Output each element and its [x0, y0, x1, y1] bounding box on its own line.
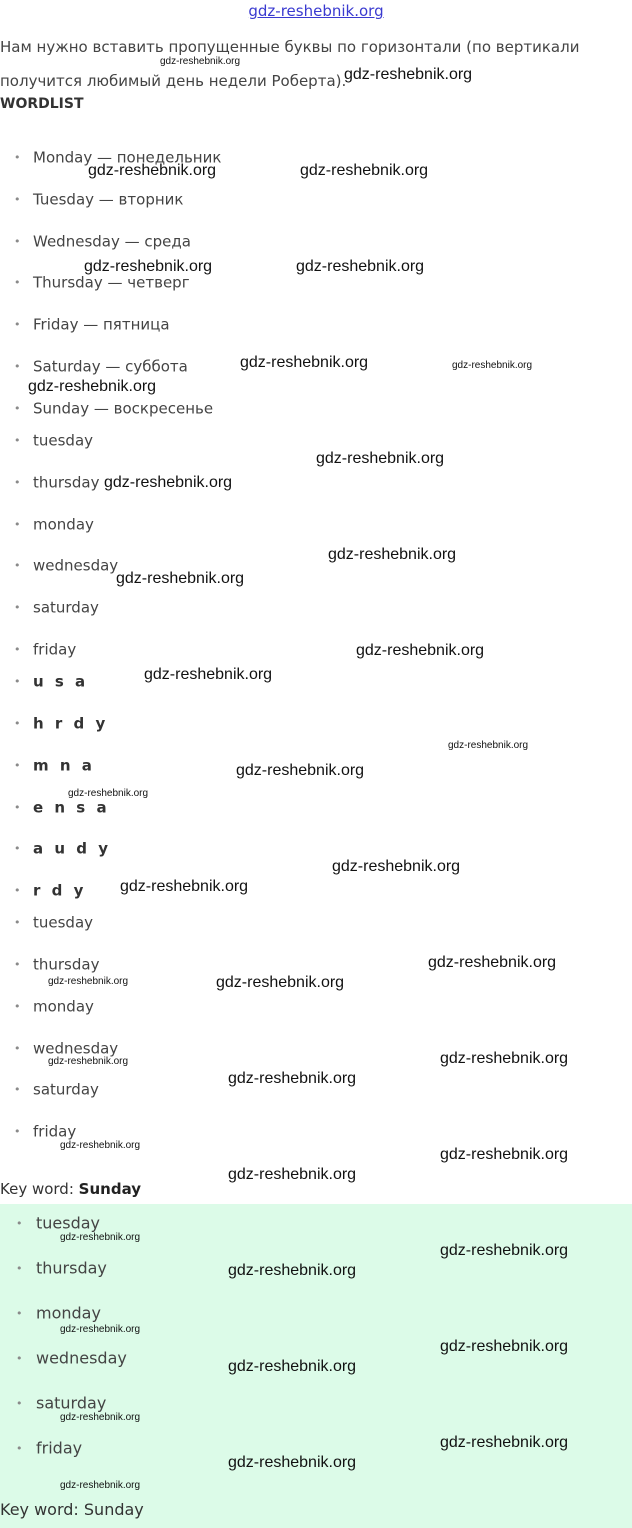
- bullet-icon: •: [14, 401, 21, 415]
- watermark: gdz-reshebnik.org: [236, 762, 365, 779]
- list-item: • Sunday — воскресенье: [14, 396, 213, 420]
- watermark: gdz-reshebnik.org: [160, 56, 241, 67]
- list-item: • friday: [14, 1119, 76, 1143]
- list-item: • saturday: [14, 595, 99, 619]
- watermark: gdz-reshebnik.org: [448, 740, 529, 751]
- bullet-icon: •: [14, 275, 21, 289]
- watermark: gdz-reshebnik.org: [300, 162, 429, 179]
- list-item: • tuesday: [14, 910, 93, 934]
- list-item: • Friday — пятница: [14, 312, 170, 336]
- bullet-icon: •: [14, 475, 21, 489]
- watermark: gdz-reshebnik.org: [240, 354, 369, 371]
- list-item: • Monday — понедельник: [14, 145, 221, 169]
- header-site-link[interactable]: gdz-reshebnik.org: [248, 2, 384, 20]
- bullet-icon: •: [16, 1396, 23, 1410]
- list-item: • Saturday — суббота: [14, 354, 188, 378]
- bullet-icon: •: [14, 1124, 21, 1138]
- watermark: gdz-reshebnik.org: [296, 258, 425, 275]
- watermark: gdz-reshebnik.org: [48, 1056, 129, 1067]
- bullet-icon: •: [14, 317, 21, 331]
- wordlist-heading: WORDLIST: [0, 96, 84, 112]
- bullet-icon: •: [14, 600, 21, 614]
- bullet-icon: •: [14, 841, 21, 855]
- list-item: • thursday: [14, 470, 99, 494]
- bullet-icon: •: [14, 957, 21, 971]
- watermark: gdz-reshebnik.org: [60, 1140, 141, 1151]
- watermark: gdz-reshebnik.org: [88, 162, 217, 179]
- list-item: • tuesday: [16, 1210, 100, 1236]
- bullet-icon: •: [14, 999, 21, 1013]
- watermark: gdz-reshebnik.org: [328, 546, 457, 563]
- watermark: gdz-reshebnik.org: [452, 360, 533, 371]
- watermark: gdz-reshebnik.org: [216, 974, 345, 991]
- watermark: gdz-reshebnik.org: [428, 954, 557, 971]
- bullet-icon: •: [14, 883, 21, 897]
- intro-text: Нам нужно вставить пропущенные буквы по горизонтали (по вертикали получится любимый день недели Роберта).: [0, 38, 580, 90]
- bullet-icon: •: [14, 716, 21, 730]
- watermark: gdz-reshebnik.org: [104, 474, 233, 491]
- watermark: gdz-reshebnik.org: [440, 1434, 569, 1451]
- bullet-icon: •: [16, 1306, 23, 1320]
- list-item: • saturday: [14, 1077, 99, 1101]
- answer-key-word: Key word: Sunday: [0, 1500, 144, 1519]
- bullet-icon: •: [16, 1216, 23, 1230]
- watermark: gdz-reshebnik.org: [440, 1050, 569, 1067]
- watermark: gdz-reshebnik.org: [60, 1412, 141, 1423]
- list-item: • wednesday: [14, 553, 118, 577]
- list-item: • thursday: [16, 1255, 107, 1281]
- bullet-icon: •: [14, 192, 21, 206]
- watermark: gdz-reshebnik.org: [228, 1358, 357, 1375]
- bullet-icon: •: [14, 674, 21, 688]
- bullet-icon: •: [16, 1261, 23, 1275]
- list-item: • wednesday: [16, 1345, 127, 1371]
- watermark: gdz-reshebnik.org: [228, 1166, 357, 1183]
- bullet-icon: •: [14, 234, 21, 248]
- bullet-icon: •: [16, 1441, 23, 1455]
- list-item: • friday: [14, 637, 76, 661]
- watermark: gdz-reshebnik.org: [440, 1242, 569, 1259]
- list-item: • saturday: [16, 1390, 106, 1416]
- bullet-icon: •: [14, 642, 21, 656]
- bullet-icon: •: [14, 800, 21, 814]
- bullet-icon: •: [14, 359, 21, 373]
- watermark: gdz-reshebnik.org: [440, 1146, 569, 1163]
- watermark: gdz-reshebnik.org: [84, 258, 213, 275]
- watermark: gdz-reshebnik.org: [60, 1324, 141, 1335]
- list-item: • h r d y: [14, 711, 108, 735]
- watermark: gdz-reshebnik.org: [440, 1338, 569, 1355]
- list-item: • thursday: [14, 952, 99, 976]
- watermark: gdz-reshebnik.org: [316, 450, 445, 467]
- bullet-icon: •: [14, 1041, 21, 1055]
- bullet-icon: •: [16, 1351, 23, 1365]
- watermark: gdz-reshebnik.org: [356, 642, 485, 659]
- watermark: gdz-reshebnik.org: [48, 976, 129, 987]
- watermark: gdz-reshebnik.org: [332, 858, 461, 875]
- bullet-icon: •: [14, 433, 21, 447]
- watermark: gdz-reshebnik.org: [68, 788, 149, 799]
- key-word-line: Key word: Sunday: [0, 1180, 142, 1198]
- key-word-value: Sunday: [78, 1180, 142, 1198]
- list-item: • m n a: [14, 753, 95, 777]
- list-item: • Tuesday — вторник: [14, 187, 183, 211]
- list-item: • monday: [14, 994, 94, 1018]
- list-item: • friday: [16, 1435, 82, 1461]
- watermark: gdz-reshebnik.org: [60, 1232, 141, 1243]
- bullet-icon: •: [14, 558, 21, 572]
- bullet-icon: •: [14, 758, 21, 772]
- watermark: gdz-reshebnik.org: [60, 1480, 141, 1491]
- list-item: • wednesday: [14, 1036, 118, 1060]
- watermark: gdz-reshebnik.org: [28, 378, 157, 395]
- list-item: • monday: [14, 512, 94, 536]
- list-item: • r d y: [14, 878, 86, 902]
- bullet-icon: •: [14, 915, 21, 929]
- watermark: gdz-reshebnik.org: [144, 666, 273, 683]
- watermark: gdz-reshebnik.org: [228, 1454, 357, 1471]
- watermark: gdz-reshebnik.org: [228, 1262, 357, 1279]
- bullet-icon: •: [14, 517, 21, 531]
- list-item: • u s a: [14, 669, 88, 693]
- list-item: • e n s a: [14, 795, 110, 819]
- watermark: gdz-reshebnik.org: [120, 878, 249, 895]
- bullet-icon: •: [14, 1082, 21, 1096]
- list-item: • tuesday: [14, 428, 93, 452]
- list-item: • a u d y: [14, 836, 111, 860]
- watermark: gdz-reshebnik.org: [344, 66, 473, 83]
- list-item: • Thursday — четверг: [14, 270, 190, 294]
- watermark: gdz-reshebnik.org: [228, 1070, 357, 1087]
- list-item: • Wednesday — среда: [14, 229, 191, 253]
- watermark: gdz-reshebnik.org: [116, 570, 245, 587]
- list-item: • monday: [16, 1300, 101, 1326]
- bullet-icon: •: [14, 150, 21, 164]
